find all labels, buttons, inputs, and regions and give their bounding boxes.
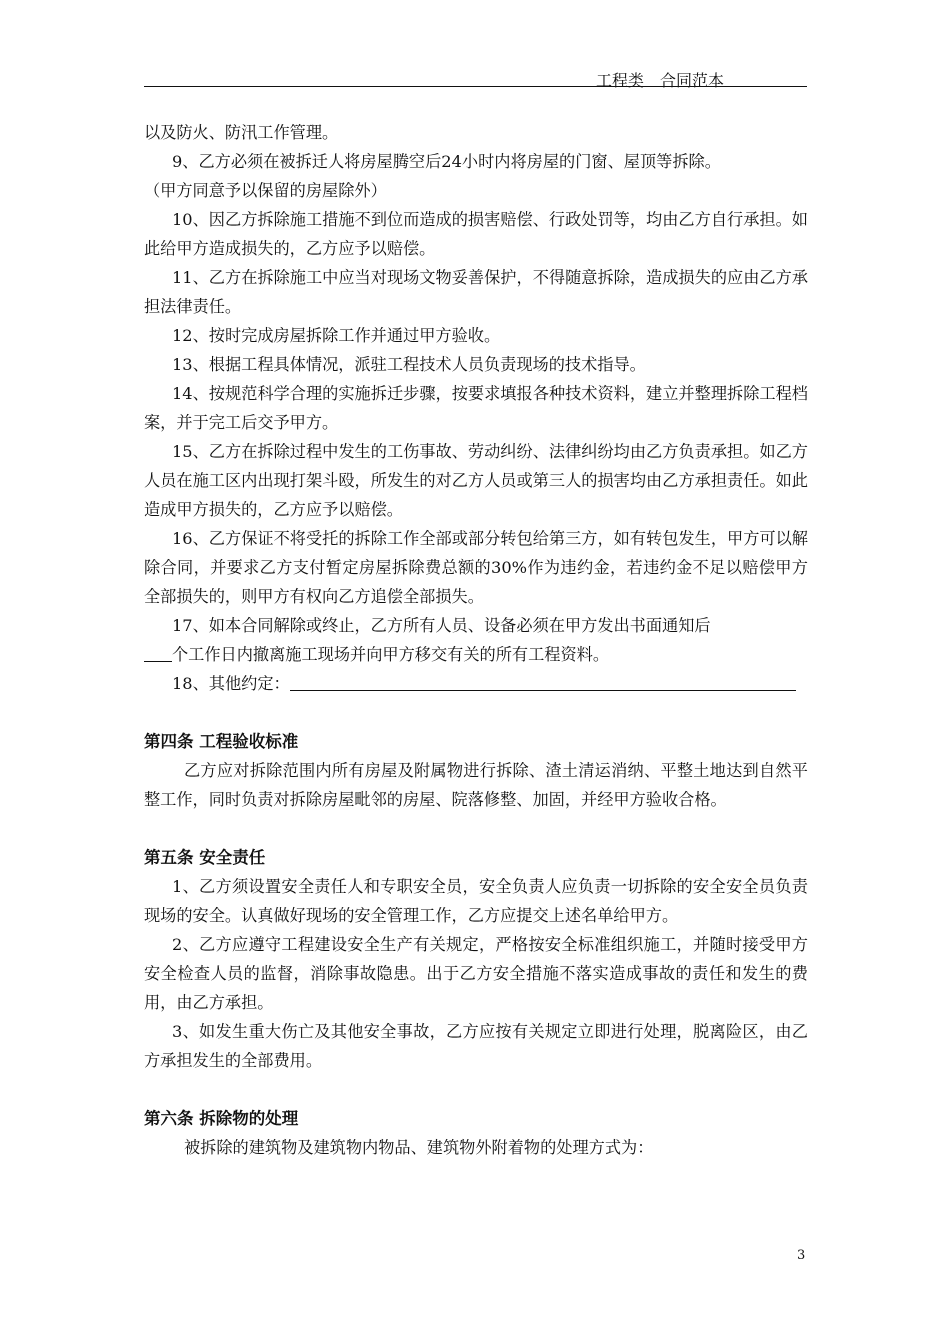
section-4-body: 乙方应对拆除范围内所有房屋及附属物进行拆除、渣土清运消纳、平整土地达到自然平整工作，同时负责对拆除房屋毗邻的房屋、院落修整、加固，并经甲方验收合格。 (144, 761, 808, 809)
page-number: 3 (797, 1248, 806, 1263)
clause-18-label: 18、其他约定： (172, 674, 290, 693)
clause-16: 16、乙方保证不将受托的拆除工作全部或部分转包给第三方，如有转包发生，甲方可以解除合同，并要求乙方支付暂定房屋拆除费总额的30%作为违约金，若违约金不足以赔偿甲方全部损失的，则甲方有权向乙方追偿全部损失。 (144, 529, 808, 606)
section-5-item-2: 2、乙方应遵守工程建设安全生产有关规定，严格按安全标准组织施工，并随时接受甲方安全检查人员的监督，消除事故隐患。出于乙方安全措施不落实造成事故的责任和发生的费用，由乙方承担。 (144, 935, 808, 1012)
clause-17-cont (144, 640, 808, 669)
document-body (144, 118, 808, 1162)
clause-15: 15、乙方在拆除过程中发生的工伤事故、劳动纠纷、法律纠纷均由乙方负责承担。如乙方人员在施工区内出现打架斗殴，所发生的对乙方人员或第三人的损害均由乙方承担责任。如此造成甲方损失的，乙方应予以赔偿。 (144, 442, 808, 519)
paragraph: 以及防火、防汛工作管理。 (144, 123, 339, 142)
clause-13: 13、根据工程具体情况，派驻工程技术人员负责现场的技术指导。 (172, 355, 646, 374)
header-divider (144, 86, 807, 87)
fill-blank-other (290, 674, 796, 691)
fill-blank-days (144, 645, 172, 662)
section-4-title: 第四条 工程验收标准 (144, 732, 299, 751)
clause-9-note: （甲方同意予以保留的房屋除外） (144, 181, 387, 200)
header-title: 工程类 合同范本 (596, 71, 725, 90)
clause-10: 10、因乙方拆除施工措施不到位而造成的损害赔偿、行政处罚等，均由乙方自行承担。如此给甲方造成损失的，乙方应予以赔偿。 (144, 210, 808, 258)
clause-17-cont-text: 个工作日内撤离施工现场并向甲方移交有关的所有工程资料。 (172, 645, 610, 664)
clause-12: 12、按时完成房屋拆除工作并通过甲方验收。 (172, 326, 501, 345)
clause-11: 11、乙方在拆除施工中应当对现场文物妥善保护，不得随意拆除，造成损失的应由乙方承担法律责任。 (144, 268, 808, 316)
section-6-body: 被拆除的建筑物及建筑物内物品、建筑物外附着物的处理方式为： (184, 1138, 654, 1157)
section-5-title: 第五条 安全责任 (144, 848, 266, 867)
clause-9: 9、乙方必须在被拆迁人将房屋腾空后24小时内将房屋的门窗、屋顶等拆除。 (172, 152, 721, 171)
section-6-title: 第六条 拆除物的处理 (144, 1109, 299, 1128)
clause-17: 17、如本合同解除或终止，乙方所有人员、设备必须在甲方发出书面通知后 (172, 616, 711, 635)
clause-14: 14、按规范科学合理的实施拆迁步骤，按要求填报各种技术资料，建立并整理拆除工程档案，并于完工后交予甲方。 (144, 384, 808, 432)
section-5-item-1: 1、乙方须设置安全责任人和专职安全员，安全负责人应负责一切拆除的安全安全员负责现场的安全。认真做好现场的安全管理工作，乙方应提交上述名单给甲方。 (144, 877, 808, 925)
section-5-item-3: 3、如发生重大伤亡及其他安全事故，乙方应按有关规定立即进行处理，脱离险区，由乙方承担发生的全部费用。 (144, 1022, 808, 1070)
clause-18 (144, 669, 808, 698)
